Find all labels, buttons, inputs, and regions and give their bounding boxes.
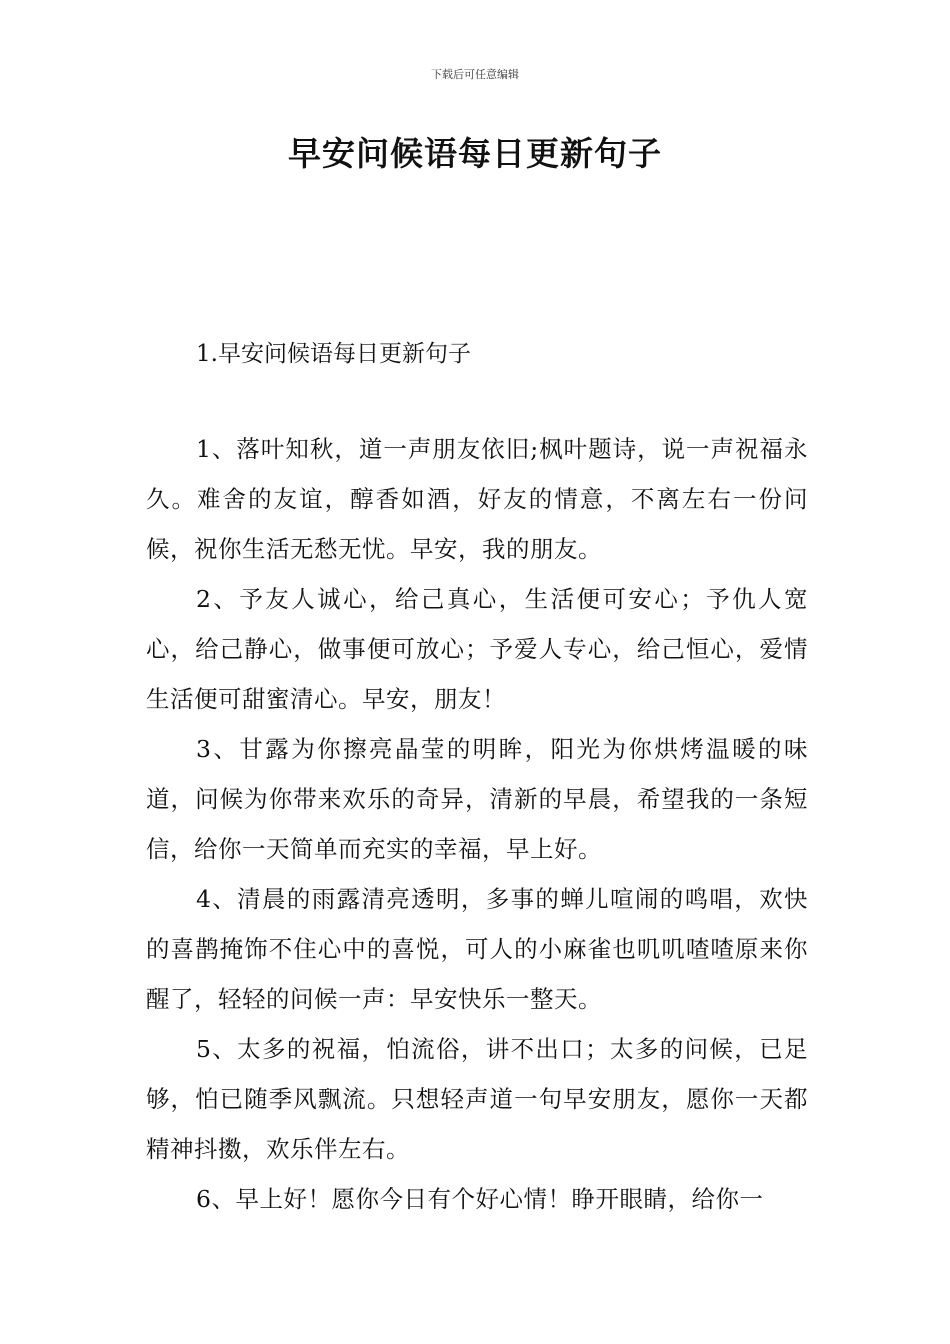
header-note: 下载后可任意编辑 (431, 68, 519, 81)
paragraph-2: 2、予友人诚心，给己真心，生活便可安心；予仇人宽心，给己静心，做事便可放心；予爱人专心，给己恒心，爱情生活便可甜蜜清心。早安，朋友！ (146, 585, 808, 713)
paragraph-4: 4、清晨的雨露清亮透明，多事的蝉儿喧闹的鸣唱，欢快的喜鹊掩饰不住心中的喜悦，可人的小麻雀也叽叽喳喳原来你醒了，轻轻的问候一声：早安快乐一整天。 (146, 885, 808, 1013)
paragraph-3: 3、甘露为你擦亮晶莹的明眸，阳光为你烘烤温暖的味道，问候为你带来欢乐的奇异，清新的早晨，希望我的一条短信，给你一天简单而充实的幸福，早上好。 (146, 735, 808, 863)
paragraph-6: 6、早上好！愿你今日有个好心情！睁开眼睛，给你一 (196, 1185, 764, 1213)
body-text (146, 424, 808, 1224)
paragraph-5: 5、太多的祝福，怕流俗，讲不出口；太多的问候，已足够，怕已随季风飘流。只想轻声道一句早安朋友，愿你一天都精神抖擞，欢乐伴左右。 (146, 1035, 808, 1163)
section-heading: 1.早安问候语每日更新句子 (196, 341, 471, 367)
document-title: 早安问候语每日更新句子 (288, 134, 662, 173)
paragraph-1: 1、落叶知秋，道一声朋友依旧;枫叶题诗，说一声祝福永久。难舍的友谊，醇香如酒，好友的情意，不离左右一份问候，祝你生活无愁无忧。早安，我的朋友。 (146, 435, 808, 563)
